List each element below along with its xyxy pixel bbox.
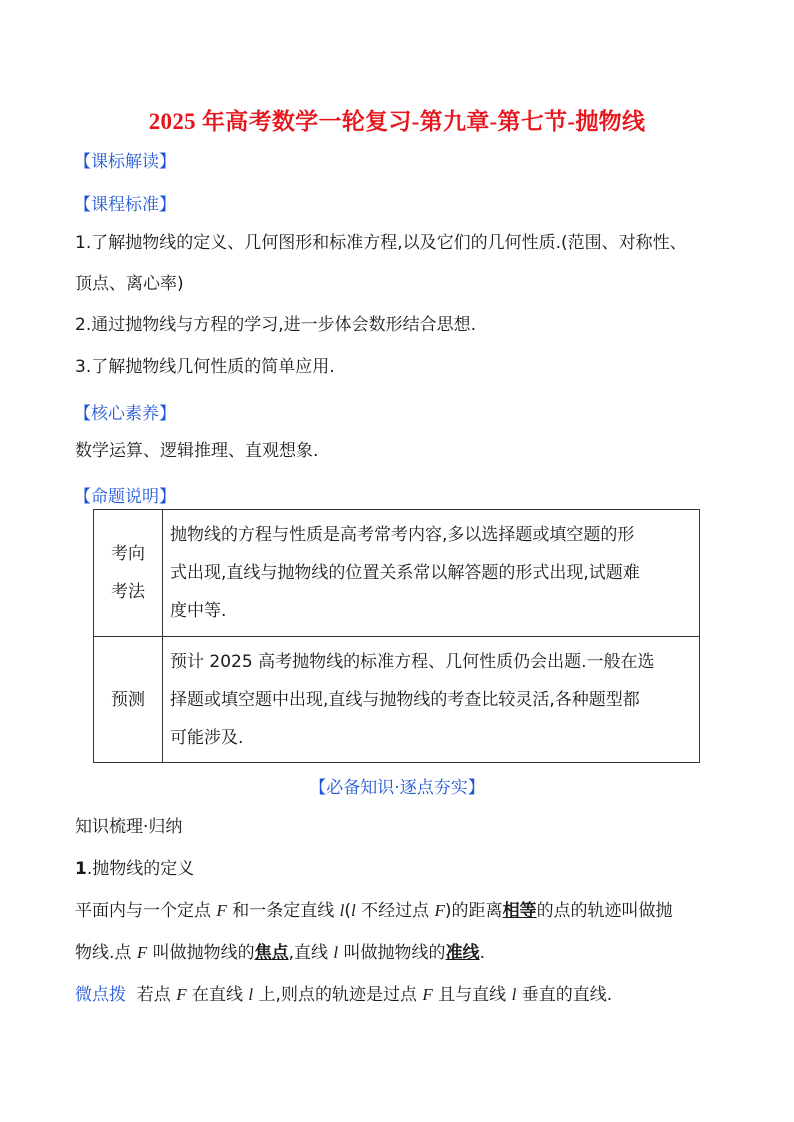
content-line: 抛物线的方程与性质是高考常考内容,多以选择题或填空题的形	[170, 525, 635, 545]
knowledge-subtitle: 知识梳理·归纳	[75, 817, 183, 837]
table-row-content	[163, 510, 700, 637]
keyword-equal: 相等	[502, 901, 537, 921]
proposition-table	[93, 509, 700, 763]
keyword-focus: 焦点	[254, 943, 289, 963]
standard-item-3: 3.了解抛物线几何性质的简单应用.	[75, 357, 335, 377]
keyword-directrix: 准线	[445, 943, 480, 963]
table-row-label	[94, 510, 163, 637]
text: 若点	[126, 985, 177, 1005]
text: 上,则点的轨迹是过点	[253, 985, 423, 1005]
symbol-F: F	[176, 985, 187, 1004]
symbol-l: l	[248, 985, 254, 1004]
text: )的距离	[444, 901, 503, 921]
definition-title: .抛物线的定义	[86, 859, 195, 879]
standard-item-2: 2.通过抛物线与方程的学习,进一步体会数形结合思想.	[75, 315, 477, 335]
definition-paragraph-line-1	[75, 901, 673, 921]
symbol-l: l	[511, 985, 517, 1004]
text: 且与直线	[432, 985, 512, 1005]
text: 叫做抛物线的	[338, 943, 446, 963]
section-heading-proposition: 【命题说明】	[74, 487, 176, 507]
standard-item-1-line-2: 顶点、离心率)	[75, 274, 184, 294]
definition-heading	[75, 859, 194, 879]
symbol-F: F	[434, 901, 445, 920]
text: 的点的轨迹叫做抛	[536, 901, 673, 921]
section-heading-interpretation: 【课标解读】	[74, 152, 176, 172]
literacy-text: 数学运算、逻辑推理、直观想象.	[75, 441, 319, 461]
text: 和一条定直线	[226, 901, 340, 921]
symbol-F: F	[422, 985, 433, 1004]
table-row-content	[163, 637, 700, 763]
text: (	[344, 901, 351, 921]
page-title: 2025 年高考数学一轮复习-第九章-第七节-抛物线	[148, 109, 646, 134]
symbol-l: l	[333, 943, 339, 962]
content-line: 可能涉及.	[170, 727, 244, 748]
text: 物线.点	[75, 943, 137, 963]
text: 垂直的直线.	[516, 985, 613, 1005]
content-line: 预计 2025 高考抛物线的标准方程、几何性质仍会出题.一般在选	[170, 651, 655, 672]
symbol-l: l	[339, 901, 345, 920]
label-line: 考法	[111, 582, 145, 602]
section-heading-knowledge: 【必备知识·逐点夯实】	[309, 778, 485, 798]
symbol-F: F	[216, 901, 227, 920]
tip-label: 微点拨	[75, 985, 126, 1005]
standard-item-1-line-1: 1.了解抛物线的定义、几何图形和标准方程,以及它们的几何性质.(范围、对称性、	[75, 233, 687, 253]
table-row	[94, 637, 700, 763]
text: ,直线	[288, 943, 334, 963]
symbol-F: F	[136, 943, 148, 962]
content-line: 式出现,直线与抛物线的位置关系常以解答题的形式出现,试题难	[170, 563, 640, 583]
text: .	[479, 943, 485, 963]
symbol-l: l	[350, 901, 356, 920]
label-line: 考向	[111, 544, 145, 564]
content-line: 度中等.	[170, 601, 227, 621]
text: 平面内与一个定点	[75, 901, 217, 921]
section-heading-standard: 【课程标准】	[74, 195, 176, 215]
text: 不经过点	[355, 901, 435, 921]
content-line: 择题或填空题中出现,直线与抛物线的考查比较灵活,各种题型都	[170, 689, 640, 710]
definition-paragraph-line-2	[75, 943, 485, 963]
section-heading-literacy: 【核心素养】	[74, 404, 176, 424]
table-row-label: 预测	[94, 637, 163, 763]
text: 叫做抛物线的	[147, 943, 255, 963]
text: 在直线	[186, 985, 249, 1005]
table-row	[94, 510, 700, 637]
definition-number: 1	[75, 859, 87, 879]
tip-paragraph	[75, 985, 612, 1005]
